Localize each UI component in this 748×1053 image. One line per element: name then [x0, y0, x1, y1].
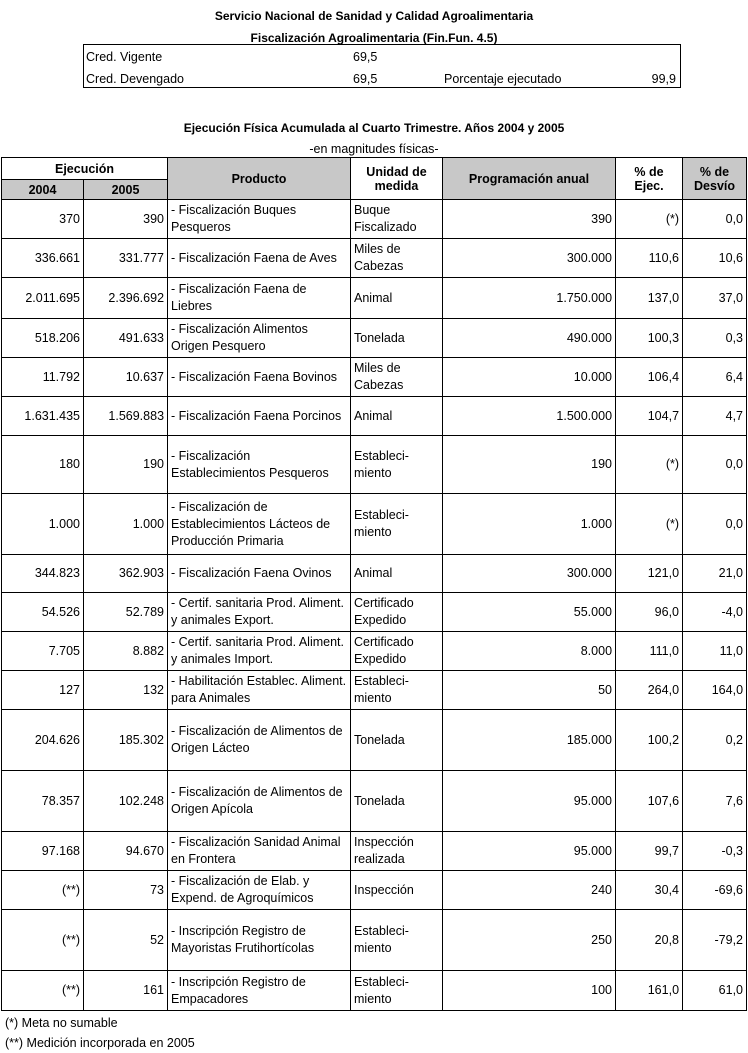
cell-pct-ejec: 96,0	[616, 593, 683, 632]
cell-producto: - Fiscalización Faena Bovinos	[168, 358, 351, 397]
cell-2004: 1.000	[2, 494, 84, 555]
cell-pct-ejec: (*)	[616, 436, 683, 494]
cell-producto: - Fiscalización Faena de Liebres	[168, 278, 351, 319]
cell-pct-desvio: 6,4	[683, 358, 747, 397]
table-row	[2, 710, 747, 771]
cell-2005: 331.777	[84, 239, 168, 278]
cell-2005: 190	[84, 436, 168, 494]
table-row	[2, 319, 747, 358]
cell-2005: 362.903	[84, 555, 168, 593]
cell-producto: - Inscripción Registro de Mayoristas Frutihortícolas	[168, 910, 351, 971]
table-row	[2, 971, 747, 1011]
cell-programacion: 50	[443, 671, 616, 710]
section-subtitle: -en magnitudes físicas-	[309, 142, 439, 156]
table-row	[2, 632, 747, 671]
cell-programacion: 1.750.000	[443, 278, 616, 319]
cell-2005: 52	[84, 910, 168, 971]
cell-producto: - Fiscalización Faena Porcinos	[168, 397, 351, 436]
cell-2004: 1.631.435	[2, 397, 84, 436]
cell-programacion: 10.000	[443, 358, 616, 397]
cell-producto: - Fiscalización Buques Pesqueros	[168, 200, 351, 239]
cell-programacion: 190	[443, 436, 616, 494]
header-2005: 2005	[84, 180, 168, 200]
cell-2005: 491.633	[84, 319, 168, 358]
table-row	[2, 436, 747, 494]
cell-2004: 180	[2, 436, 84, 494]
cell-pct-desvio: 164,0	[683, 671, 747, 710]
cell-2004: 11.792	[2, 358, 84, 397]
table-row	[2, 239, 747, 278]
execution-table	[1, 157, 747, 1011]
cell-2004: 7.705	[2, 632, 84, 671]
cell-producto: - Certif. sanitaria Prod. Aliment. y animales Import.	[168, 632, 351, 671]
cell-pct-ejec: 104,7	[616, 397, 683, 436]
cell-pct-ejec: 111,0	[616, 632, 683, 671]
cell-pct-desvio: 61,0	[683, 971, 747, 1011]
cell-unidad: Tonelada	[351, 319, 443, 358]
cell-2004: (**)	[2, 871, 84, 910]
cell-unidad: Estableci-miento	[351, 494, 443, 555]
cell-unidad: Estableci-miento	[351, 436, 443, 494]
cell-unidad: Animal	[351, 555, 443, 593]
page-title: Servicio Nacional de Sanidad y Calidad Agroalimentaria	[214, 9, 534, 23]
cell-2004: (**)	[2, 971, 84, 1011]
header-2004: 2004	[2, 180, 84, 200]
cell-pct-desvio: -0,3	[683, 832, 747, 871]
cell-producto: - Certif. sanitaria Prod. Aliment. y animales Export.	[168, 593, 351, 632]
cell-2004: 127	[2, 671, 84, 710]
credits-box	[83, 44, 681, 88]
cell-programacion: 100	[443, 971, 616, 1011]
page-subtitle: Fiscalización Agroalimentaria (Fin.Fun. 4.5)	[250, 31, 498, 45]
cell-2005: 2.396.692	[84, 278, 168, 319]
cell-programacion: 95.000	[443, 832, 616, 871]
cell-pct-ejec: 137,0	[616, 278, 683, 319]
cell-pct-ejec: (*)	[616, 200, 683, 239]
cell-unidad: Buque Fiscalizado	[351, 200, 443, 239]
cell-2004: 344.823	[2, 555, 84, 593]
cell-pct-ejec: 161,0	[616, 971, 683, 1011]
cell-pct-desvio: -79,2	[683, 910, 747, 971]
cell-programacion: 185.000	[443, 710, 616, 771]
cell-producto: - Fiscalización de Establecimientos Lácteos de Producción Primaria	[168, 494, 351, 555]
cell-pct-ejec: (*)	[616, 494, 683, 555]
cell-pct-desvio: -4,0	[683, 593, 747, 632]
cell-2005: 390	[84, 200, 168, 239]
cell-programacion: 490.000	[443, 319, 616, 358]
cell-unidad: Inspección realizada	[351, 832, 443, 871]
cell-pct-desvio: 11,0	[683, 632, 747, 671]
cell-2004: 518.206	[2, 319, 84, 358]
cell-pct-desvio: 10,6	[683, 239, 747, 278]
cell-2005: 73	[84, 871, 168, 910]
table-row	[2, 494, 747, 555]
cell-2005: 132	[84, 671, 168, 710]
cell-pct-desvio: 0,0	[683, 436, 747, 494]
cell-2005: 1.000	[84, 494, 168, 555]
cell-unidad: Miles de Cabezas	[351, 358, 443, 397]
cell-pct-ejec: 99,7	[616, 832, 683, 871]
footnote-meta: (*) Meta no sumable	[5, 1016, 118, 1030]
cell-programacion: 240	[443, 871, 616, 910]
cell-programacion: 390	[443, 200, 616, 239]
cell-pct-desvio: 37,0	[683, 278, 747, 319]
table-row	[2, 358, 747, 397]
cell-pct-desvio: 7,6	[683, 771, 747, 832]
cell-unidad: Animal	[351, 397, 443, 436]
cell-producto: - Fiscalización Sanidad Animal en Frontera	[168, 832, 351, 871]
cell-2005: 94.670	[84, 832, 168, 871]
table-row	[2, 771, 747, 832]
cell-pct-ejec: 30,4	[616, 871, 683, 910]
cell-pct-desvio: 0,2	[683, 710, 747, 771]
cell-2005: 102.248	[84, 771, 168, 832]
cell-pct-ejec: 264,0	[616, 671, 683, 710]
table-row	[2, 871, 747, 910]
footnote-medicion: (**) Medición incorporada en 2005	[5, 1036, 195, 1050]
cell-producto: - Fiscalización Faena de Aves	[168, 239, 351, 278]
cell-producto: - Fiscalización Alimentos Origen Pesquero	[168, 319, 351, 358]
table-row	[2, 910, 747, 971]
cell-2004: 336.661	[2, 239, 84, 278]
cell-pct-ejec: 20,8	[616, 910, 683, 971]
cell-2004: 78.357	[2, 771, 84, 832]
cell-2004: 2.011.695	[2, 278, 84, 319]
cell-producto: - Fiscalización de Alimentos de Origen Lácteo	[168, 710, 351, 771]
cell-producto: - Fiscalización de Alimentos de Origen Apícola	[168, 771, 351, 832]
credit-vigente-label: Cred. Vigente	[86, 50, 163, 64]
cell-producto: - Fiscalización de Elab. y Expend. de Agroquímicos	[168, 871, 351, 910]
header-producto: Producto	[168, 158, 351, 200]
cell-producto: - Fiscalización Faena Ovinos	[168, 555, 351, 593]
cell-programacion: 95.000	[443, 771, 616, 832]
cell-unidad: Estableci-miento	[351, 971, 443, 1011]
cell-pct-desvio: 0,3	[683, 319, 747, 358]
section-title: Ejecución Física Acumulada al Cuarto Trimestre. Años 2004 y 2005	[183, 121, 565, 135]
table-row	[2, 200, 747, 239]
porcentaje-label: Porcentaje ejecutado	[444, 72, 562, 86]
cell-pct-ejec: 107,6	[616, 771, 683, 832]
cell-unidad: Inspección	[351, 871, 443, 910]
cell-unidad: Estableci-miento	[351, 671, 443, 710]
cell-2005: 1.569.883	[84, 397, 168, 436]
cell-producto: - Fiscalización Establecimientos Pesqueros	[168, 436, 351, 494]
cell-2004: 54.526	[2, 593, 84, 632]
cell-unidad: Tonelada	[351, 710, 443, 771]
cell-producto: - Inscripción Registro de Empacadores	[168, 971, 351, 1011]
cell-programacion: 1.500.000	[443, 397, 616, 436]
cell-2004: 97.168	[2, 832, 84, 871]
cell-programacion: 300.000	[443, 239, 616, 278]
cell-2004: 370	[2, 200, 84, 239]
porcentaje-value: 99,9	[651, 72, 676, 86]
table-row	[2, 593, 747, 632]
cell-unidad: Certificado Expedido	[351, 593, 443, 632]
table-row	[2, 671, 747, 710]
cell-pct-ejec: 106,4	[616, 358, 683, 397]
header-pct-desvio: % de Desvío	[683, 158, 747, 200]
table-row	[2, 397, 747, 436]
cell-pct-desvio: 4,7	[683, 397, 747, 436]
cell-pct-ejec: 100,3	[616, 319, 683, 358]
cell-unidad: Certificado Expedido	[351, 632, 443, 671]
cell-pct-desvio: 0,0	[683, 494, 747, 555]
cell-pct-desvio: 0,0	[683, 200, 747, 239]
cell-programacion: 55.000	[443, 593, 616, 632]
cell-producto: - Habilitación Establec. Aliment. para Animales	[168, 671, 351, 710]
credit-devengado-value: 69,5	[353, 72, 378, 86]
cell-2004: 204.626	[2, 710, 84, 771]
credit-row-vigente	[84, 47, 680, 67]
header-ejecucion: Ejecución	[2, 158, 168, 180]
cell-unidad: Animal	[351, 278, 443, 319]
cell-programacion: 1.000	[443, 494, 616, 555]
cell-unidad: Estableci-miento	[351, 910, 443, 971]
table-row	[2, 278, 747, 319]
header-unidad: Unidad de medida	[351, 158, 443, 200]
header-pct-ejec: % de Ejec.	[616, 158, 683, 200]
cell-programacion: 8.000	[443, 632, 616, 671]
cell-2005: 10.637	[84, 358, 168, 397]
cell-pct-ejec: 121,0	[616, 555, 683, 593]
cell-pct-desvio: 21,0	[683, 555, 747, 593]
cell-unidad: Miles de Cabezas	[351, 239, 443, 278]
table-body	[2, 200, 747, 1011]
credit-vigente-value: 69,5	[353, 50, 378, 64]
credit-row-devengado	[84, 69, 680, 89]
header-programacion: Programación anual	[443, 158, 616, 200]
cell-programacion: 250	[443, 910, 616, 971]
cell-2005: 161	[84, 971, 168, 1011]
table-row	[2, 555, 747, 593]
cell-pct-ejec: 100,2	[616, 710, 683, 771]
cell-2005: 8.882	[84, 632, 168, 671]
table-row	[2, 832, 747, 871]
cell-2005: 185.302	[84, 710, 168, 771]
cell-pct-ejec: 110,6	[616, 239, 683, 278]
cell-pct-desvio: -69,6	[683, 871, 747, 910]
cell-2005: 52.789	[84, 593, 168, 632]
cell-unidad: Tonelada	[351, 771, 443, 832]
credit-devengado-label: Cred. Devengado	[86, 72, 184, 86]
cell-2004: (**)	[2, 910, 84, 971]
cell-programacion: 300.000	[443, 555, 616, 593]
